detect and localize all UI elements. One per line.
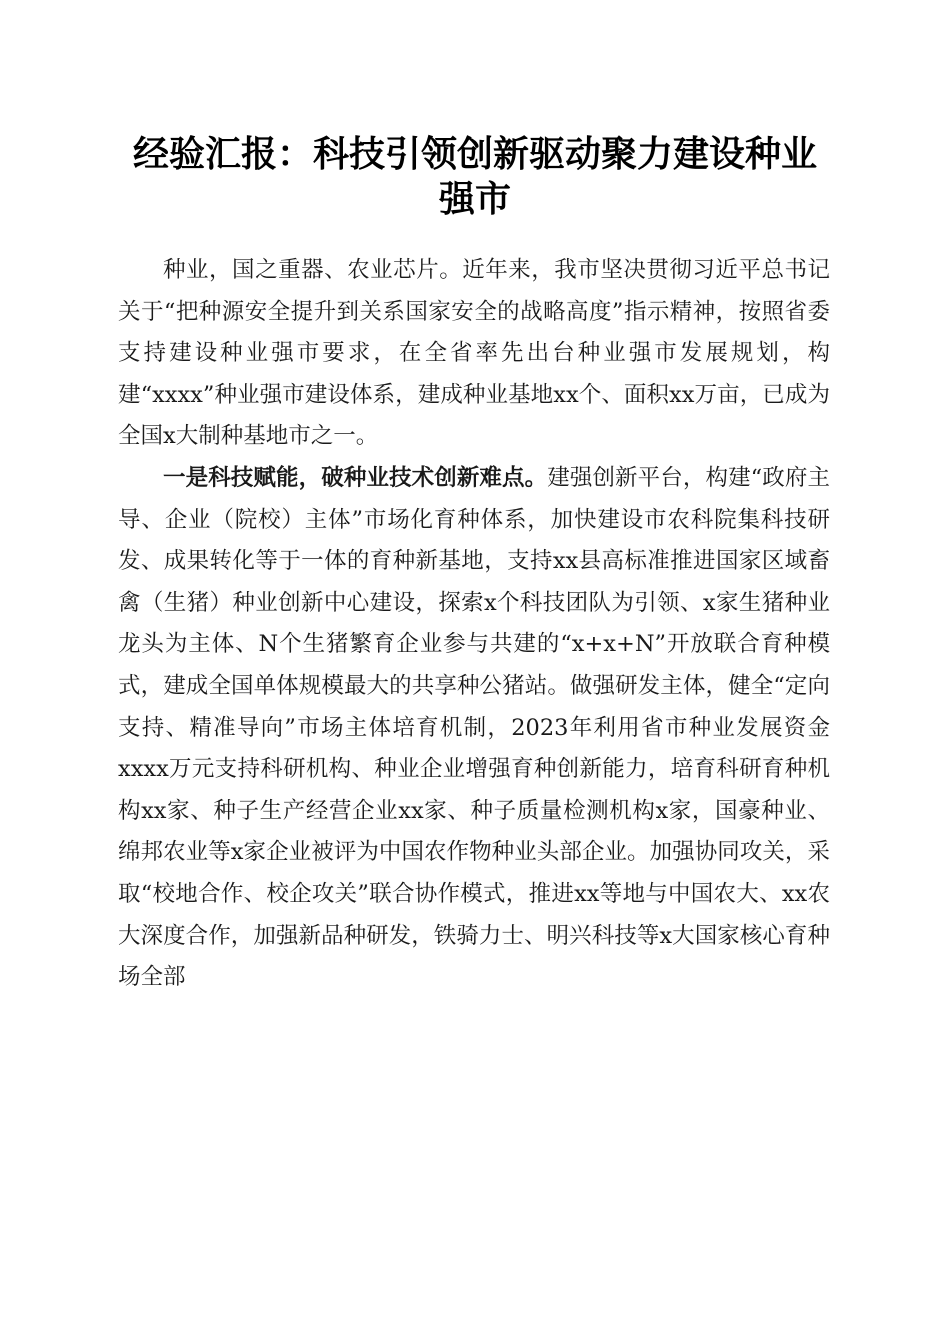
paragraph-intro	[118, 250, 830, 458]
paragraph-text: 建强创新平台，构建“政府主导、企业（院校）主体”市场化育种体系，加快建设市农科院集科技研发、成果转化等于一体的育种新基地，支持xx县高标准推进国家区域畜禽（生猪）种业创新中心建设，探索x个科技团队为引领、x家生猪种业龙头为主体、N个生猪繁育企业参与共建的“x+x+N”开放联合育种模式，建成全国单体规模最大的共享种公猪站。做强研发主体，健全“定向支持、精准导向”市场主体培育机制，2023年利用省市种业发展资金xxxx万元支持科研机构、种业企业增强育种创新能力，培育科研育种机构xx家、种子生产经营企业xx家、种子质量检测机构x家，国豪种业、绵邦农业等x家企业被评为中国农作物种业头部企业。加强协同攻关，采取“校地合作、校企攻关”联合协作模式，推进xx等地与中国农大、xx农大深度合作，加强新品种研发，铁骑力士、明兴科技等x大国家核心育种场全部	[118, 464, 830, 991]
document-title: 经验汇报：科技引领创新驱动聚力建设种业强市	[132, 133, 817, 220]
paragraph-tech-empowerment	[118, 458, 830, 999]
document-body	[118, 250, 830, 999]
paragraph-text: 种业，国之重器、农业芯片。近年来，我市坚决贯彻习近平总书记关于“把种源安全提升到关系国家安全的战略高度”指示精神，按照省委支持建设种业强市要求，在全省率先出台种业强市发展规划，构建“xxxx”种业强市建设体系，建成种业基地xx个、面积xx万亩，已成为全国x大制种基地市之一。	[118, 257, 830, 450]
paragraph-lead: 一是科技赋能，破种业技术创新难点。	[163, 464, 548, 491]
